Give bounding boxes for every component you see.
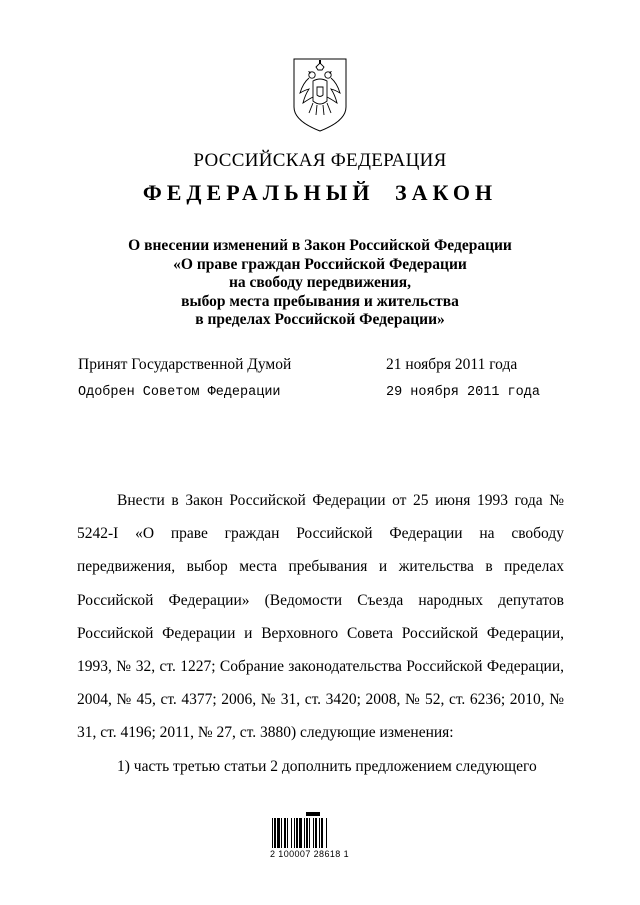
law-subject-title (0, 237, 640, 330)
barcode-bar (294, 818, 295, 848)
document-type-title: ФЕДЕРАЛЬНЫЙ ЗАКОН (142, 180, 498, 205)
adoption-block (78, 356, 558, 408)
barcode-bar (315, 818, 317, 848)
barcode-bar (277, 818, 280, 848)
document-barcode (270, 812, 362, 859)
barcode-bar (291, 818, 292, 848)
subject-line: на свободу передвижения, (228, 274, 412, 291)
barcode-bar (321, 818, 323, 848)
duma-adoption-date: 21 ноября 2011 года (386, 356, 518, 373)
law-body-text (77, 484, 564, 783)
barcode-bar (319, 818, 320, 848)
barcode-bar (272, 818, 273, 848)
subject-line: «О праве граждан Российской Федерации (173, 255, 467, 273)
subject-line: О внесении изменений в Закон Российской Федерации (128, 237, 512, 254)
barcode-bar (299, 818, 302, 848)
barcode-bar (309, 818, 310, 848)
country-name: РОССИЙСКАЯ ФЕДЕРАЦИЯ (193, 150, 447, 171)
barcode-mark (306, 812, 320, 816)
barcode-bar (313, 818, 314, 848)
barcode-bar (287, 818, 288, 848)
coat-of-arms-icon (291, 57, 349, 133)
subject-line: выбор места пребывания и жительства (181, 292, 459, 310)
barcode-bar (304, 818, 305, 848)
subject-line: в пределах Российской Федерации» (195, 311, 445, 328)
adoption-row-council (78, 385, 558, 411)
barcode-bar (296, 818, 298, 848)
council-approval-date: 29 ноября 2011 года (386, 385, 540, 400)
barcode-bar (281, 818, 282, 848)
body-paragraph: Внести в Закон Российской Федерации от 25 июня 1993 года № 5242-I «О праве граждан Российской Федерации на свободу передвижения, выбор места пребывания и жительства в пределах Российской Федерации» (Ведомости Съезда народных депутатов Российской Федерации и Верховного Совета Российской Федерации, 1993, № 32, ст. 1227; Собрание законодательства Российской Федерации, 2004, № 45, ст. 4377; 2006, № 31, ст. 3420; 2008, № 52, ст. 6236; 2010, № 31, ст. 4196; 2011, № 27, ст. 3880) следующие изменения: (77, 492, 564, 742)
barcode-number: 2 100007 28618 1 (270, 849, 349, 859)
adoption-row-duma (78, 356, 558, 382)
barcode-bar (326, 818, 327, 848)
body-paragraph: 1) часть третью статьи 2 дополнить предложением следующего (117, 757, 537, 775)
duma-adoption-label: Принят Государственной Думой (78, 356, 292, 373)
barcode-bars (270, 812, 362, 848)
council-approval-label: Одобрен Советом Федерации (78, 385, 281, 400)
coat-of-arms-emblem (291, 57, 349, 133)
barcode-bar (274, 818, 276, 848)
barcode-bar (306, 818, 308, 848)
barcode-bar (284, 818, 286, 848)
